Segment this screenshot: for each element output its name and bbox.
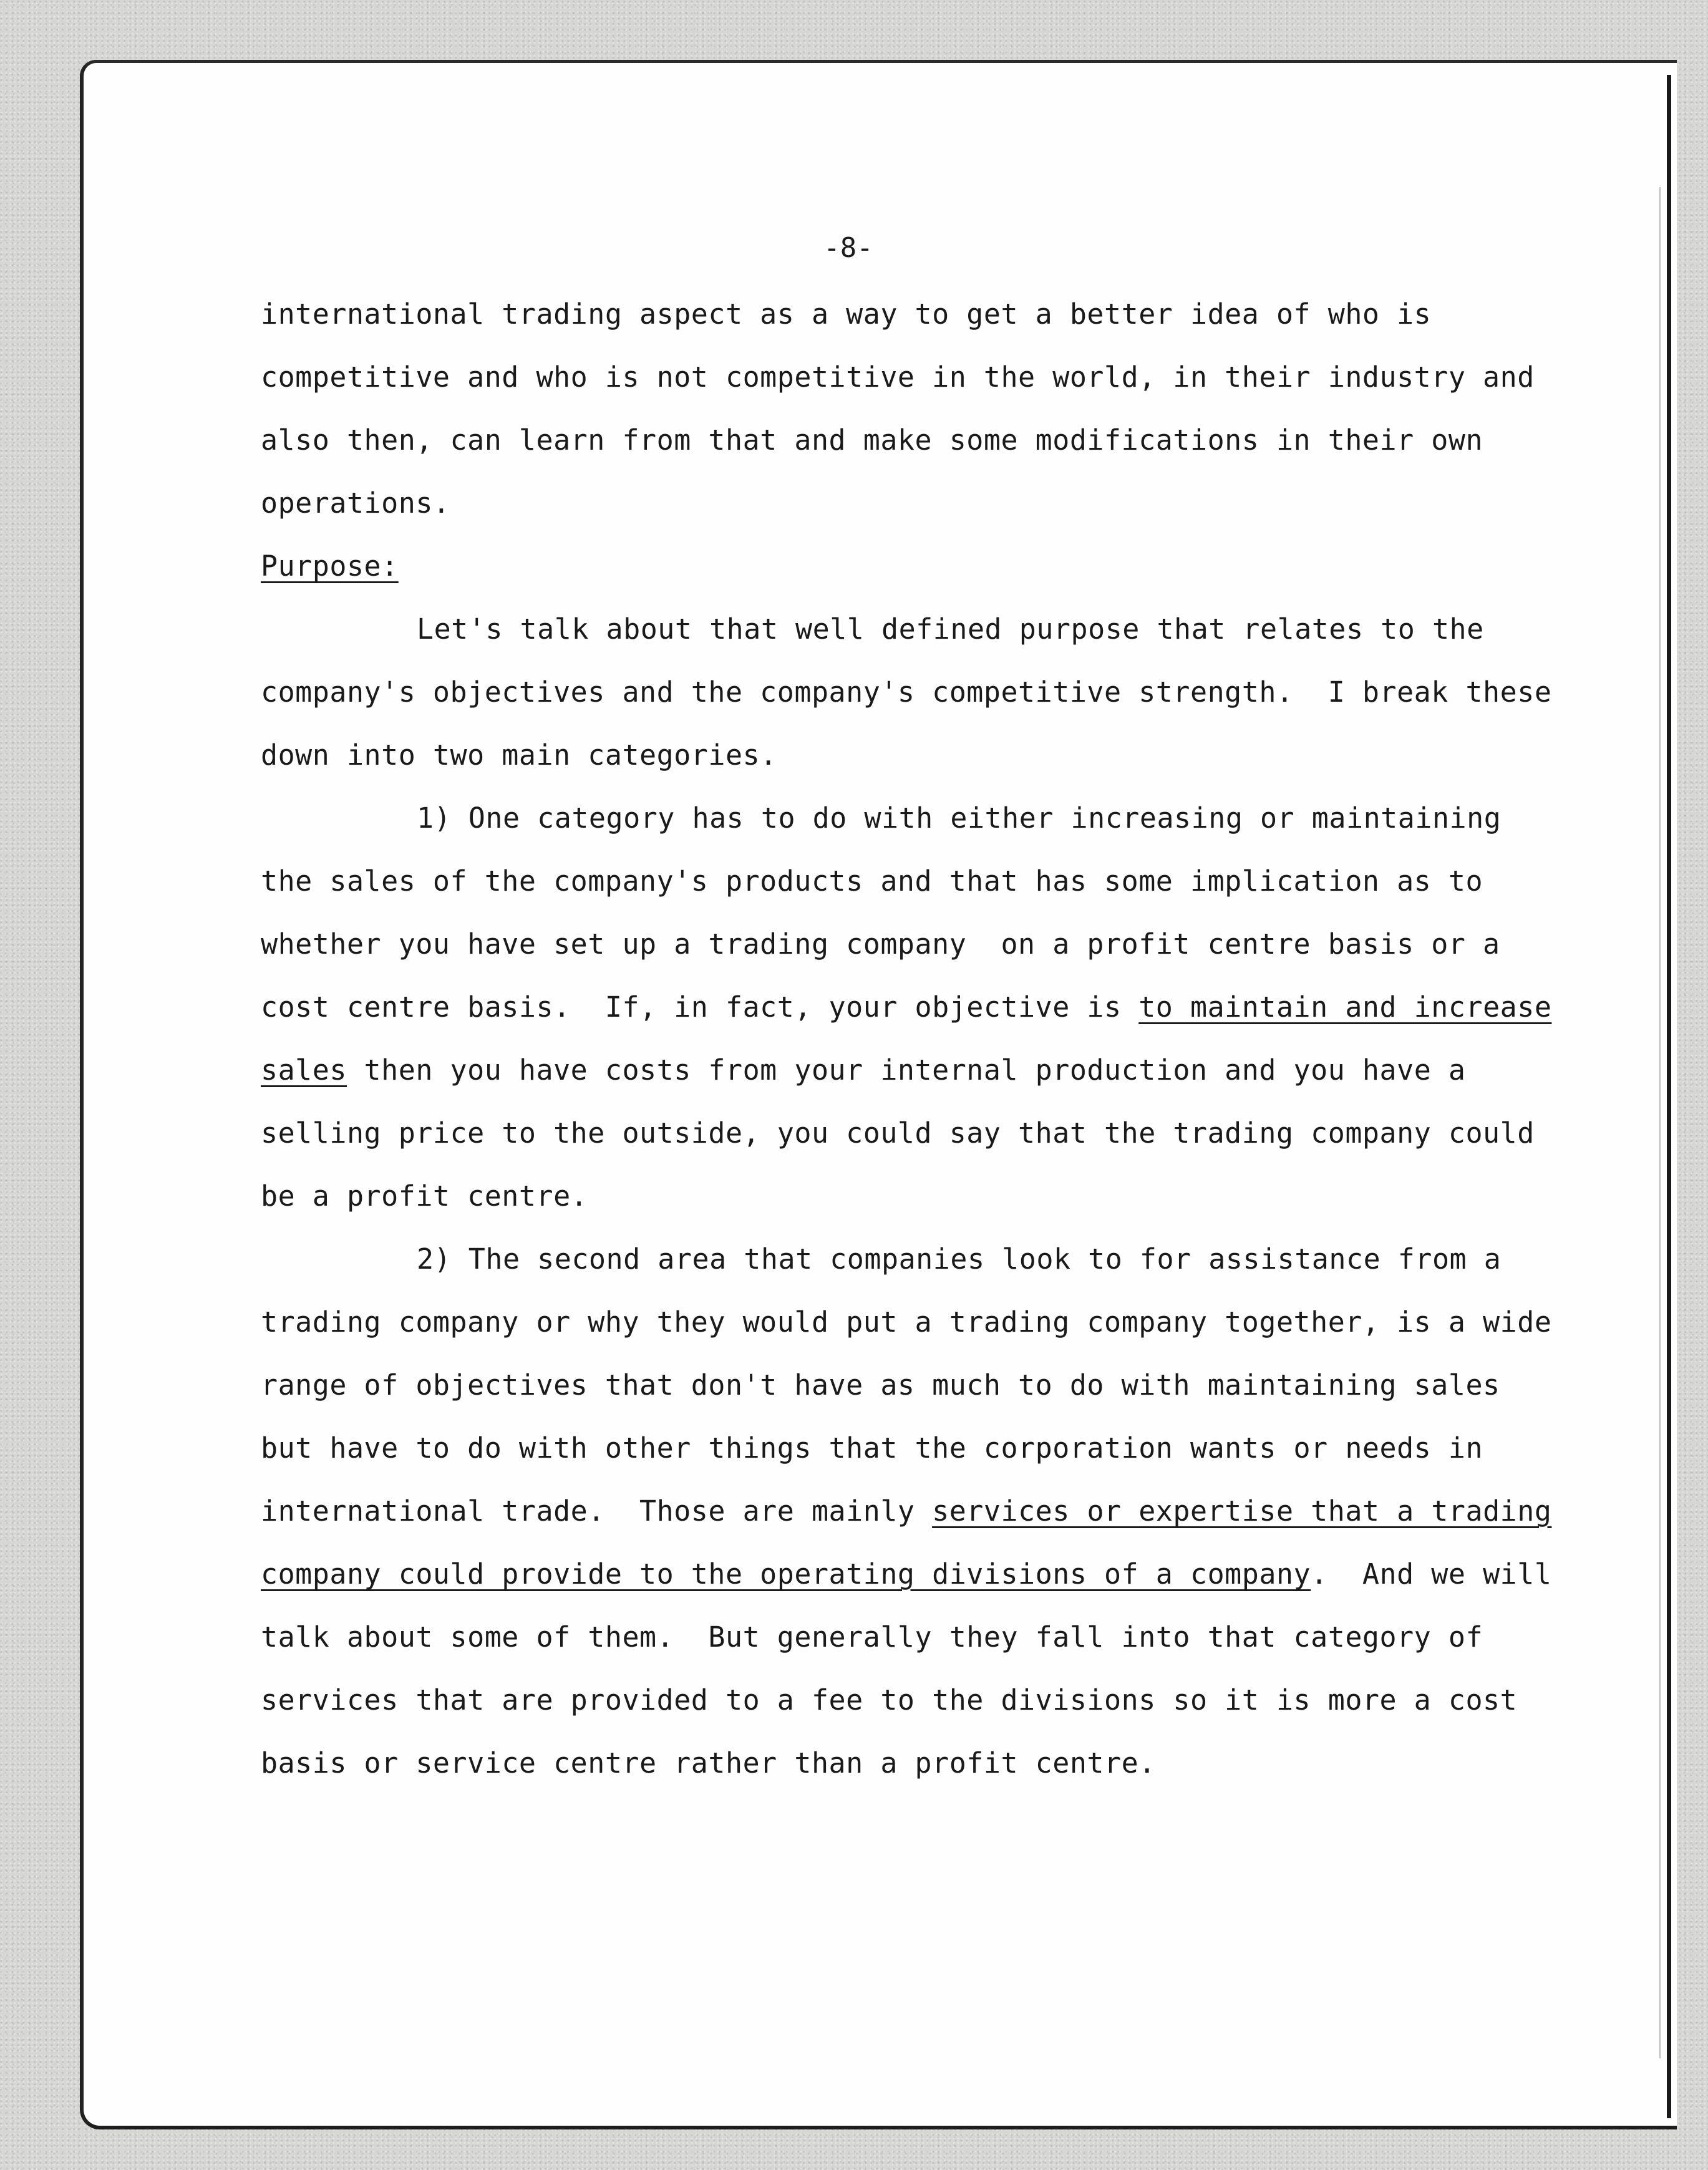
page-edge-line xyxy=(1659,187,1661,2058)
item1-line-4 xyxy=(261,990,1551,1025)
item2-line-3: range of objectives that don't have as much to do with maintaining sales xyxy=(261,1368,1500,1402)
item2-line-6-text: . And we will xyxy=(1311,1557,1552,1591)
intro-line-1: international trading aspect as a way to get a better idea of who is xyxy=(261,298,1432,331)
item2-line-9: basis or service centre rather than a profit centre. xyxy=(261,1746,1156,1780)
purpose-heading: Purpose: xyxy=(261,550,399,583)
item1-line-3: whether you have set up a trading company on a profit centre basis or a xyxy=(261,928,1500,961)
item1-underlined-sales: sales xyxy=(261,1054,347,1087)
purpose-line-2: company's objectives and the company's competitive strength. I break these xyxy=(261,676,1552,709)
purpose-line-1: Let's talk about that well defined purpose that relates to the xyxy=(417,613,1484,646)
item1-line-7: be a profit centre. xyxy=(261,1179,588,1213)
item1-line-5 xyxy=(261,1053,1465,1088)
item2-line-1: 2) The second area that companies look to for assistance from a xyxy=(417,1242,1502,1276)
item1-underlined-phrase: to maintain and increase xyxy=(1138,991,1552,1024)
item2-line-5 xyxy=(261,1494,1551,1529)
page-number: -8- xyxy=(823,232,873,264)
intro-line-3: also then, can learn from that and make some modifications in their own xyxy=(261,424,1483,457)
item1-line-1: 1) One category has to do with either increasing or maintaining xyxy=(417,802,1502,835)
intro-line-2: competitive and who is not competitive in the world, in their industry and xyxy=(261,361,1535,394)
item2-line-8: services that are provided to a fee to the divisions so it is more a cost xyxy=(261,1683,1518,1717)
page-edge-shadow xyxy=(1667,75,1671,2118)
item2-line-7: talk about some of them. But generally they fall into that category of xyxy=(261,1620,1483,1654)
item1-line-4-text: cost centre basis. If, in fact, your objective is xyxy=(261,991,1139,1024)
item2-underlined-phrase-1: services or expertise that a trading xyxy=(932,1494,1552,1528)
item1-line-5-text: then you have costs from your internal production and you have a xyxy=(346,1054,1466,1087)
item2-line-6 xyxy=(261,1557,1551,1592)
item2-line-5-text: international trade. Those are mainly xyxy=(261,1494,933,1528)
item2-underlined-phrase-2: company could provide to the operating divisions of a company xyxy=(261,1557,1311,1591)
intro-line-4: operations. xyxy=(261,487,450,520)
purpose-line-3: down into two main categories. xyxy=(261,739,777,772)
item2-line-2: trading company or why they would put a trading company together, is a wide xyxy=(261,1305,1552,1339)
item1-line-6: selling price to the outside, you could say that the trading company could xyxy=(261,1116,1535,1150)
item2-line-4: but have to do with other things that the corporation wants or needs in xyxy=(261,1431,1483,1465)
item1-line-2: the sales of the company's products and that has some implication as to xyxy=(261,865,1483,898)
